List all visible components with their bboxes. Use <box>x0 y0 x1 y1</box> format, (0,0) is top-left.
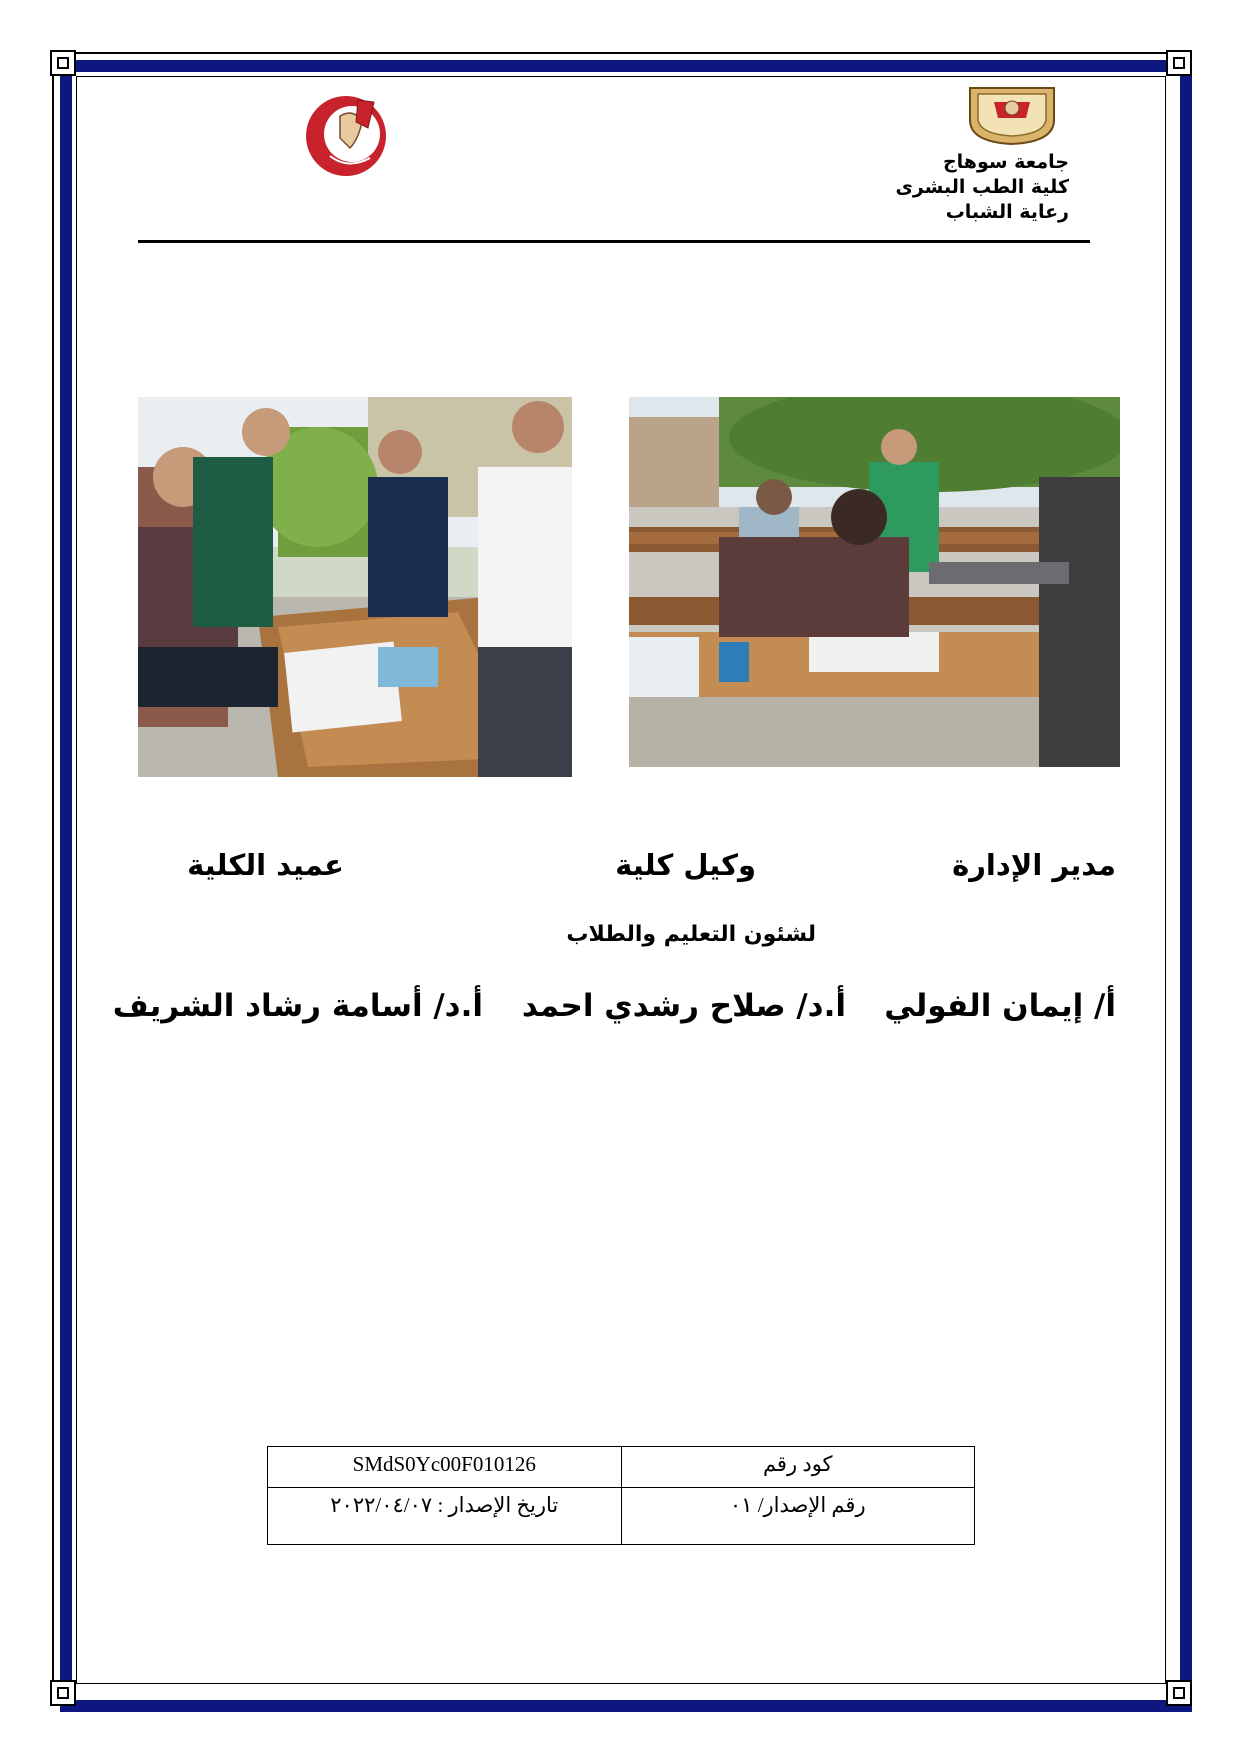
manager-title: مدير الإدارة <box>952 848 1116 882</box>
code-label: كود رقم <box>621 1447 975 1488</box>
vice-dean-name: أ.د/ صلاح رشدي احمد <box>521 988 846 1024</box>
manager-name: أ/ إيمان الفولي <box>884 988 1116 1024</box>
frame-corner-bottom-right <box>1166 1680 1192 1706</box>
dean-title: عميد الكلية <box>187 848 344 882</box>
issue-number: رقم الإصدار/ ٠١ <box>621 1488 975 1545</box>
dean-name: أ.د/ أسامة رشاد الشريف <box>112 988 483 1024</box>
university-header <box>849 150 1069 225</box>
university-name: جامعة سوهاج <box>942 151 1069 173</box>
activity-photo-left <box>138 397 572 777</box>
faculty-logo <box>300 86 392 178</box>
header-rule <box>138 240 1090 243</box>
document-code-table <box>267 1446 975 1545</box>
department-name: رعاية الشباب <box>945 201 1069 223</box>
university-seal-logo <box>964 86 1060 146</box>
vice-dean-title: وكيل كلية <box>615 848 756 882</box>
issue-date: تاريخ الإصدار : ٢٠٢٢/٠٤/٠٧ <box>268 1488 622 1545</box>
frame-corner-top-right <box>1166 50 1192 76</box>
frame-corner-top-left <box>50 50 76 76</box>
vice-dean-subtitle: لشئون التعليم والطلاب <box>566 922 816 947</box>
activity-photo-right <box>629 397 1120 767</box>
faculty-name: كلية الطب البشرى <box>895 176 1069 198</box>
code-value: SMdS0Yc00F010126 <box>268 1447 622 1488</box>
frame-corner-bottom-left <box>50 1680 76 1706</box>
